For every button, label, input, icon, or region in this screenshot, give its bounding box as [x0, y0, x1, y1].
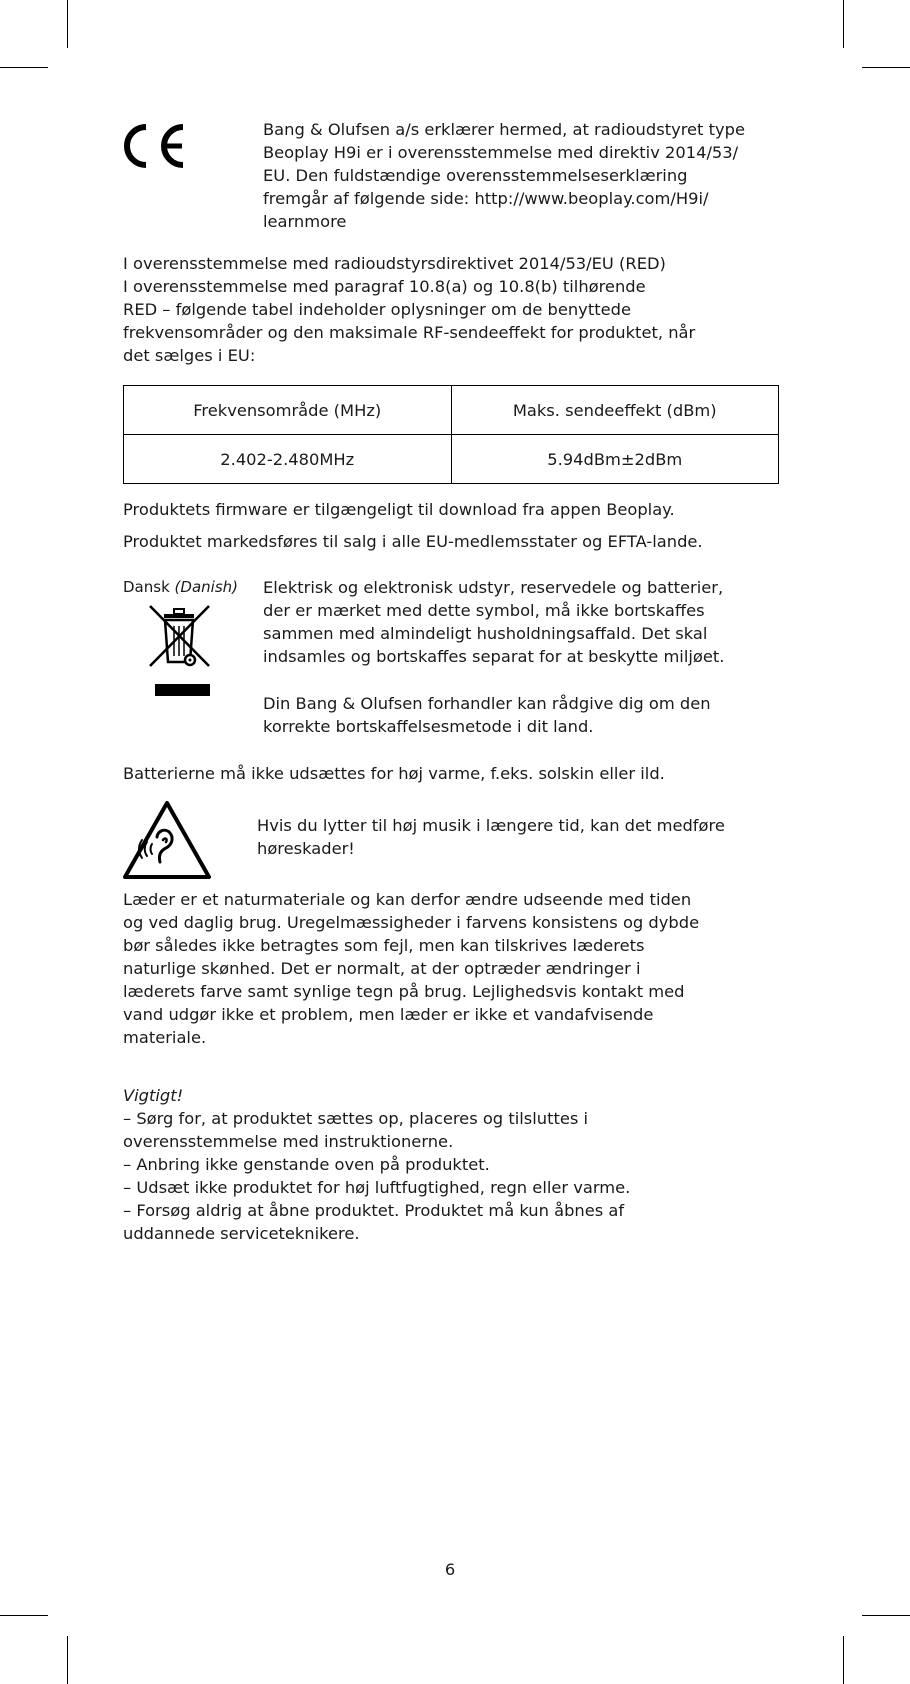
red-line: I overensstemmelse med paragraf 10.8(a) og 10.8(b) tilhørende [123, 277, 646, 296]
table-cell: 5.94dBm±2dBm [451, 435, 779, 484]
red-line: I overensstemmelse med radioudstyrsdirektivet 2014/53/EU (RED) [123, 254, 666, 273]
disposal-line: Elektrisk og elektronisk udstyr, reservedele og batterier, [263, 578, 724, 597]
crop-mark [843, 1636, 844, 1684]
table-row [124, 435, 779, 484]
page-number: 6 [444, 1560, 456, 1579]
dealer-line: Din Bang & Olufsen forhandler kan rådgive dig om den [263, 694, 711, 713]
disposal-paragraph [263, 576, 724, 668]
red-paragraph [123, 252, 695, 367]
disposal-line: der er mærket med dette symbol, må ikke bortskaffes [263, 601, 705, 620]
crop-mark [843, 0, 844, 48]
ce-line: Bang & Olufsen a/s erklærer hermed, at radioudstyret type [263, 120, 745, 139]
red-line: RED – følgende tabel indeholder oplysninger om de benyttede [123, 300, 631, 319]
table-cell: 2.402-2.480MHz [124, 435, 452, 484]
important-heading: Vigtigt! [123, 1086, 184, 1105]
leather-line: Læder er et naturmateriale og kan derfor ændre udseende med tiden [123, 890, 692, 909]
language-label-en: (Danish) [174, 578, 238, 596]
crop-mark [67, 1636, 68, 1684]
important-line: – Udsæt ikke produktet for høj luftfugtighed, regn eller varme. [123, 1178, 631, 1197]
important-line: overensstemmelse med instruktionerne. [123, 1132, 454, 1151]
crop-mark [0, 1615, 48, 1616]
important-line: – Sørg for, at produktet sættes op, placeres og tilsluttes i [123, 1109, 589, 1128]
hearing-warning-icon [122, 800, 212, 880]
important-line: uddannede serviceteknikere. [123, 1224, 360, 1243]
table-header-cell: Maks. sendeeffekt (dBm) [451, 386, 779, 435]
crop-mark [67, 0, 68, 48]
ce-line: EU. Den fuldstændige overensstemmelseserklæring [263, 166, 688, 185]
language-label [123, 576, 238, 599]
leather-line: materiale. [123, 1028, 207, 1047]
important-line: – Anbring ikke genstande oven på produktet. [123, 1155, 490, 1174]
disposal-line: sammen med almindeligt husholdningsaffald. Det skal [263, 624, 708, 643]
warning-line: Hvis du lytter til høj musik i længere tid, kan det medføre [257, 816, 725, 835]
table-header-cell: Frekvensområde (MHz) [124, 386, 452, 435]
market-text: Produktet markedsføres til salg i alle EU-medlemsstater og EFTA-lande. [123, 532, 703, 551]
disposal-line: indsamles og bortskaffes separat for at beskytte miljøet. [263, 647, 725, 666]
important-section [123, 1084, 630, 1245]
crop-mark [862, 67, 910, 68]
crop-mark [862, 1615, 910, 1616]
crossed-bin-icon [145, 600, 217, 698]
ce-line: Beoplay H9i er i overensstemmelse med direktiv 2014/53/ [263, 143, 739, 162]
ce-line: learnmore [263, 212, 347, 231]
firmware-text: Produktets firmware er tilgængeligt til download fra appen Beoplay. [123, 500, 675, 519]
table-header-row [124, 386, 779, 435]
dealer-line: korrekte bortskaffelsesmetode i dit land. [263, 717, 594, 736]
leather-paragraph [123, 888, 699, 1049]
ce-declaration [263, 118, 745, 233]
leather-line: naturlige skønhed. Det er normalt, at der optræder ændringer i [123, 959, 641, 978]
leather-line: bør således ikke betragtes som fejl, men kan tilskrives læderets [123, 936, 645, 955]
leather-line: vand udgør ikke et problem, men læder er ikke et vandafvisende [123, 1005, 654, 1024]
leather-line: og ved daglig brug. Uregelmæssigheder i farvens konsistens og dybde [123, 913, 700, 932]
dealer-paragraph [263, 692, 711, 738]
warning-line: høreskader! [257, 839, 355, 858]
important-line: – Forsøg aldrig at åbne produktet. Produktet må kun åbnes af [123, 1201, 625, 1220]
red-line: frekvensområder og den maksimale RF-sendeeffekt for produktet, når [123, 323, 696, 342]
frequency-table [123, 385, 779, 484]
crop-mark [0, 67, 48, 68]
language-label-da: Dansk [123, 578, 170, 596]
battery-text: Batterierne må ikke udsættes for høj varme, f.eks. solskin eller ild. [123, 764, 665, 783]
ce-line: fremgår af følgende side: http://www.beoplay.com/H9i/ [263, 189, 709, 208]
ce-mark-icon [120, 122, 188, 170]
hearing-warning-text [257, 814, 725, 860]
red-line: det sælges i EU: [123, 346, 256, 365]
leather-line: læderets farve samt synlige tegn på brug. Lejlighedsvis kontakt med [123, 982, 685, 1001]
